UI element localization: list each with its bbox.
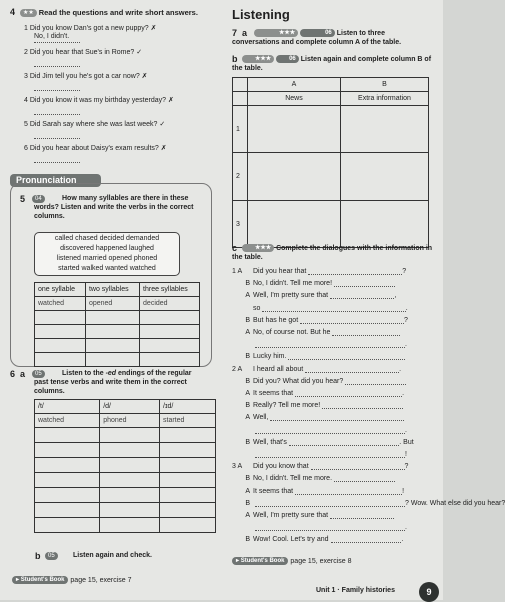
ex5-syllable-table (34, 282, 200, 367)
speaker-label: A (245, 414, 250, 422)
col-header: /d/ (100, 400, 160, 414)
col-header: /ɪd/ (160, 400, 216, 414)
dialogue-line (232, 486, 418, 495)
dialogue-line (232, 266, 418, 275)
dialogue-text: Did you? What did you hear? (253, 377, 344, 385)
dialogue-text: Really? Tell me more! (253, 402, 321, 410)
answer-cell[interactable] (140, 311, 200, 325)
answer-cell[interactable] (160, 458, 216, 473)
dialogue-ending: . (402, 390, 405, 397)
speaker-label: B (245, 438, 250, 446)
word-line: called chased decided demanded (54, 235, 160, 242)
answer-blank[interactable] (255, 425, 405, 434)
example-cell: watched (35, 414, 100, 428)
answer-cell[interactable] (100, 473, 160, 488)
dialogue-text: Lucky him. (253, 353, 287, 361)
difficulty-stars-icon: ★★★ (254, 29, 298, 37)
answer-cell[interactable] (35, 443, 100, 458)
students-book-ref-right (232, 557, 352, 565)
listening-title: Listening (232, 7, 290, 22)
col-header: two syllables (85, 283, 139, 297)
dialogue-ending: ? (404, 463, 409, 471)
example-cell: watched (35, 297, 86, 311)
difficulty-stars-icon: ★★ (20, 9, 37, 17)
dialogue-line (232, 437, 418, 446)
dialogue-ending: . (405, 304, 408, 312)
answer-cell[interactable] (248, 106, 341, 153)
answer-cell[interactable] (100, 488, 160, 503)
speaker-label: A (245, 329, 250, 336)
dialogue-text: Well, I'm pretty sure that (253, 292, 329, 300)
answer-cell[interactable] (100, 503, 160, 518)
audio-cd-icon: 06 (276, 55, 299, 63)
ex5-number: 5 (20, 194, 26, 204)
footer-unit: Unit 1 · Family histories (316, 587, 395, 594)
answer-cell[interactable] (140, 339, 200, 353)
difficulty-stars-icon: ★★★ (242, 55, 274, 63)
audio-cd-icon: 04 (32, 195, 45, 203)
answer-blank[interactable] (288, 351, 405, 360)
answer-blank[interactable] (255, 498, 405, 507)
dialogue-line (232, 388, 418, 397)
answer-cell[interactable] (140, 325, 200, 339)
ex6-ending-table (34, 399, 216, 533)
answer-blank[interactable] (331, 534, 402, 543)
ex7c-part: c (232, 243, 238, 253)
dialogue-ending: . (405, 524, 407, 532)
answer-cell[interactable] (35, 428, 100, 443)
difficulty-stars-icon: ★★★ (242, 244, 274, 252)
dialogue-text: Did you know that (253, 463, 309, 471)
dialogue-text: Well, that's (253, 438, 287, 446)
answer-cell[interactable] (160, 503, 216, 518)
answer-blank[interactable] (255, 339, 405, 348)
ex4-answer-line[interactable] (34, 81, 80, 91)
answer-cell[interactable] (100, 518, 160, 533)
dialogue-line (232, 425, 418, 434)
example-cell: phoned (100, 414, 160, 428)
answer-blank[interactable] (308, 266, 402, 275)
col-header: one syllable (35, 283, 86, 297)
dialogue-line (232, 327, 418, 336)
dialogue-line (232, 510, 418, 519)
dialogue-line (232, 473, 418, 482)
ex4-number: 4 (10, 7, 16, 17)
answer-blank[interactable] (311, 461, 405, 470)
students-book-page: page 15, exercise 8 (290, 558, 352, 565)
dialogue-ending: , (394, 292, 397, 300)
ex6b-instruction: Listen again and check. (73, 552, 152, 559)
ex4-header (20, 8, 198, 17)
audio-cd-icon: 06 (300, 29, 335, 37)
students-book-ref-left (12, 576, 132, 584)
answer-cell[interactable] (160, 473, 216, 488)
dialogue-text: so (253, 304, 261, 312)
dialogue-line (232, 400, 418, 409)
speaker-label: B (245, 536, 250, 544)
answer-blank[interactable] (270, 412, 404, 421)
answer-cell[interactable] (35, 458, 100, 473)
dialogue-text: It seems that (253, 390, 294, 397)
dialogue-line (232, 351, 418, 360)
answer-blank[interactable] (289, 437, 399, 446)
row-number: 2 (233, 153, 248, 201)
listening-table (232, 77, 429, 248)
dialogue-text: No, I didn't. Tell me more! (253, 280, 333, 288)
answer-blank[interactable] (305, 364, 402, 373)
answer-blank[interactable] (332, 327, 400, 336)
col-b-label: B (341, 78, 429, 92)
ex7b-instruction: ★★★ 06 Listen again and complete column B of the table. (232, 56, 432, 72)
dialogue-line (232, 376, 418, 385)
answer-blank[interactable] (300, 315, 404, 324)
dialogue-line (232, 315, 418, 324)
dialogue-line (232, 303, 418, 312)
answer-cell[interactable] (160, 443, 216, 458)
speaker-label: B (245, 499, 250, 507)
speaker-label: 3 A (232, 463, 243, 471)
example-cell: opened (85, 297, 139, 311)
ex6-number: 6 (10, 369, 16, 379)
answer-cell[interactable] (35, 488, 100, 503)
word-line: listened married opened phoned (56, 255, 158, 262)
speaker-label: B (245, 377, 250, 385)
dialogue-ending: . (399, 365, 402, 373)
ex4-instruction: Read the questions and write short answers. (38, 8, 198, 17)
col-header: three syllables (140, 283, 200, 297)
audio-cd-icon: 05 (45, 552, 58, 560)
speaker-label: B (245, 475, 250, 483)
ex4-answer-line[interactable] (34, 129, 80, 139)
ex7b-part: b (232, 54, 238, 64)
dialogue-text: No, I didn't. Tell me more. (253, 475, 333, 483)
dialogue-text: No, of course not. But he (253, 329, 331, 336)
dialogue-line (232, 461, 418, 470)
answer-cell[interactable] (85, 325, 139, 339)
dialogue-ending: . (405, 341, 407, 349)
answer-cell[interactable] (35, 311, 86, 325)
dialogue-ending: . (401, 536, 404, 544)
answer-cell[interactable] (35, 325, 86, 339)
ex6-instruction: Listen to the -ed endings of the regular past tense verbs and write them in the correct columns. (34, 370, 192, 395)
row-number: 1 (233, 106, 248, 153)
page-number: 9 (419, 582, 439, 602)
answer-cell[interactable] (341, 201, 429, 248)
answer-cell[interactable] (160, 518, 216, 533)
ex6-part-b: b (35, 551, 41, 561)
ex7a-part: a (242, 28, 248, 38)
col-a-label: A (248, 78, 341, 92)
ex7a-instruction: ★★★ 06 Listen to three conversations and complete column A of the table. (232, 30, 402, 46)
answer-cell[interactable] (100, 458, 160, 473)
answer-cell[interactable] (341, 106, 429, 153)
dialogue-text: Wow! Cool. Let's try and (253, 536, 329, 544)
dialogue-line (232, 364, 418, 373)
answer-cell[interactable] (140, 353, 200, 367)
ex4-question: 3 Did Jim tell you he's got a car now? ✗ (24, 73, 148, 80)
dialogue-line (232, 412, 418, 421)
col-a-header: News (248, 92, 341, 106)
speaker-label: B (245, 353, 250, 361)
word-line: discovered happened laughed (60, 245, 154, 252)
ex4-question: 2 Did you hear that Sue's in Rome? ✓ (24, 49, 143, 56)
dialogue-line (232, 534, 418, 543)
ex4-answer-line[interactable] (34, 57, 80, 67)
ex4-question: 1 Did you know Dan's got a new puppy? ✗ (24, 25, 157, 32)
answer-cell[interactable] (85, 339, 139, 353)
answer-cell[interactable] (35, 473, 100, 488)
dialogue-ending: ! (405, 451, 407, 458)
answer-cell[interactable] (35, 503, 100, 518)
answer-blank[interactable] (262, 303, 405, 312)
answer-cell[interactable] (248, 153, 341, 201)
answer-blank[interactable] (255, 449, 405, 458)
dialogue-ending: ? (402, 268, 407, 275)
dialogue-text: It seems that (253, 487, 294, 495)
dialogue-text: But has he got (253, 316, 299, 324)
speaker-label: A (245, 390, 250, 397)
dialogue-text: Well, I'm pretty sure that (253, 512, 329, 519)
ex4-answer-line[interactable] (34, 105, 80, 115)
col-header: /t/ (35, 400, 100, 414)
answer-blank[interactable] (322, 400, 403, 409)
example-cell: started (160, 414, 216, 428)
speaker-label: A (245, 292, 250, 300)
answer-blank[interactable] (330, 510, 394, 519)
answer-blank[interactable] (334, 278, 395, 287)
answer-blank[interactable] (345, 376, 406, 385)
ex4-answer-line[interactable]: No, I didn't. (34, 33, 80, 43)
ex4-question: 5 Did Sarah say where she was last week? ✓ (24, 121, 166, 128)
answer-cell[interactable] (341, 153, 429, 201)
dialogue-text: I heard all about (253, 365, 304, 373)
ex7-number: 7 (232, 28, 238, 38)
ex6-part-a: a (20, 369, 26, 379)
dialogue-line (232, 339, 418, 348)
dialogue-line (232, 449, 418, 458)
dialogue-line (232, 522, 418, 531)
audio-cd-icon: 05 (32, 370, 45, 378)
answer-blank[interactable] (334, 473, 395, 482)
speaker-label: A (245, 487, 250, 495)
answer-cell[interactable] (35, 518, 100, 533)
answer-cell[interactable] (160, 428, 216, 443)
students-book-badge: ▸ Student's Book (12, 576, 68, 584)
answer-blank[interactable] (330, 290, 397, 300)
example-cell: decided (140, 297, 200, 311)
speaker-label: B (245, 316, 250, 324)
answer-cell[interactable] (85, 311, 139, 325)
answer-cell[interactable] (35, 353, 86, 367)
col-b-header: Extra information (341, 92, 429, 106)
dialogue-ending: . (405, 426, 407, 434)
dialogue-line (232, 498, 505, 507)
ex4-question: 4 Did you know it was my birthday yesterday? ✗ (24, 97, 174, 104)
ex7c-instruction: ★★★ Complete the dialogues with the information in the table. (232, 245, 433, 261)
ex4-question: 6 Did you hear about Daisy's exam results? ✗ (24, 145, 167, 152)
speaker-label: B (245, 280, 250, 288)
speaker-label: A (245, 512, 250, 519)
answer-cell[interactable] (160, 488, 216, 503)
answer-cell[interactable] (35, 339, 86, 353)
row-number: 3 (233, 201, 248, 248)
dialogue-line (232, 278, 418, 287)
dialogue-line (232, 290, 418, 299)
speaker-label: 1 A (232, 268, 243, 275)
dialogue-ending: ? (403, 316, 408, 324)
dialogue-ending: ! (402, 487, 405, 495)
dialogue-text: Well, (253, 414, 269, 422)
speaker-label: 2 A (232, 365, 243, 373)
answer-cell[interactable] (100, 443, 160, 458)
dialogue-ending: . But (399, 438, 414, 446)
answer-cell[interactable] (85, 353, 139, 367)
speaker-label: B (245, 402, 250, 410)
ex4-answer-line[interactable] (34, 153, 80, 163)
dialogue-ending: ? Wow. What else did you hear? (405, 499, 505, 507)
pronunciation-title: Pronunciation (16, 175, 77, 185)
answer-cell[interactable] (100, 428, 160, 443)
answer-cell[interactable] (248, 201, 341, 248)
ex5-instruction: How many syllables are there in these words? Listen and write the verbs in the correct columns. (34, 195, 194, 220)
ex5-word-box (34, 232, 180, 276)
answer-blank[interactable] (295, 388, 405, 397)
word-line: started walked wanted watched (58, 265, 156, 272)
answer-blank[interactable] (295, 486, 405, 495)
students-book-page: page 15, exercise 7 (70, 577, 132, 584)
dialogue-text: Did you hear that (253, 268, 307, 275)
answer-blank[interactable] (255, 522, 405, 531)
students-book-badge: ▸ Student's Book (232, 557, 288, 565)
